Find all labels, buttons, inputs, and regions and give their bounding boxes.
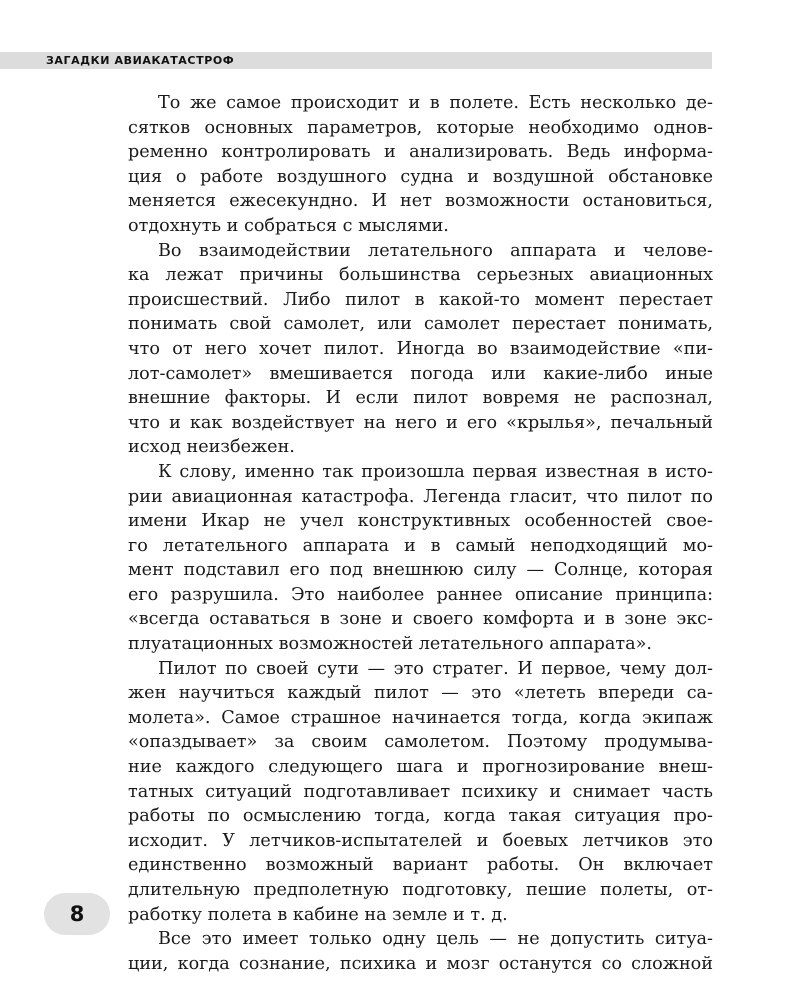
running-head-bar	[0, 52, 712, 69]
text-line: меняется ежесекундно. И нет возможности остановиться,	[128, 191, 713, 212]
text-line: работы по осмыслению тогда, когда такая ситуация про-	[128, 806, 713, 827]
text-line: «всегда оставаться в зоне и своего комфорта и в зоне экс-	[128, 609, 713, 630]
text-line: исходит. У летчиков-испытателей и боевых летчиков это	[128, 830, 713, 851]
text-line: что от него хочет пилот. Иногда во взаимодействие «пи-	[128, 338, 713, 359]
text-line: жен научиться каждый пилот — это «лететь впереди са-	[128, 683, 713, 704]
body-text	[128, 91, 713, 976]
text-line: ция о работе воздушного судна и воздушной обстановке	[128, 166, 713, 187]
text-line: Во взаимодействии летательного аппарата и челове-	[158, 240, 713, 261]
text-line: его разрушила. Это наиболее раннее описание принципа:	[128, 584, 713, 605]
page-number: 8	[69, 902, 85, 926]
text-line: Пилот по своей сути — это стратег. И первое, чему дол-	[158, 658, 713, 679]
running-title: ЗАГАДКИ АВИАКАТАСТРОФ	[46, 54, 235, 67]
text-line: длительную предполетную подготовку, пешие полеты, от-	[128, 880, 713, 900]
text-line: что и как воздействует на него и его «крылья», печальный	[128, 412, 713, 433]
text-line: К слову, именно так произошла первая известная в исто-	[158, 461, 713, 482]
text-line: внешние факторы. И если пилот вовремя не распознал,	[128, 388, 713, 409]
text-line: рии авиационная катастрофа. Легенда гласит, что пилот по	[128, 486, 713, 507]
text-line: лот-самолет» вмешивается погода или какие-либо иные	[128, 363, 713, 384]
text-line: происшествий. Либо пилот в какой-то момент перестает	[128, 289, 713, 310]
text-line: го летательного аппарата и в самый неподходящий мо-	[128, 535, 713, 556]
text-line: ременно контролировать и анализировать. Ведь информа-	[128, 142, 713, 163]
text-line: молета». Самое страшное начинается тогда, когда экипаж	[128, 707, 713, 728]
text-line: работку полета в кабине на земле и т. д.	[128, 904, 508, 925]
text-line: Все это имеет только одну цель — не допустить ситуа-	[158, 929, 713, 950]
text-line: То же самое происходит и в полете. Есть несколько де-	[158, 93, 713, 113]
text-line: имени Икар не учел конструктивных особенностей свое-	[128, 511, 713, 532]
text-line: ка лежат причины большинства серьезных авиационных	[128, 265, 713, 286]
text-line: мент подставил его под внешнюю силу — Солнце, которая	[128, 560, 713, 581]
text-line: понимать свой самолет, или самолет перестает понимать,	[128, 314, 713, 335]
text-line: ние каждого следующего шага и прогнозирование внеш-	[128, 757, 713, 778]
text-line: ции, когда сознание, психика и мозг останутся со сложной	[128, 953, 713, 974]
text-line: исход неизбежен.	[128, 437, 295, 458]
text-line: «опаздывает» за своим самолетом. Поэтому продумыва-	[128, 732, 713, 753]
text-line: татных ситуаций подготавливает психику и снимает часть	[128, 781, 713, 802]
text-line: отдохнуть и собраться с мыслями.	[128, 215, 449, 236]
text-line: единственно возможный вариант работы. Он включает	[128, 855, 713, 876]
text-line: плуатационных возможностей летательного аппарата».	[128, 634, 652, 655]
text-line: сятков основных параметров, которые необходимо однов-	[128, 117, 713, 138]
